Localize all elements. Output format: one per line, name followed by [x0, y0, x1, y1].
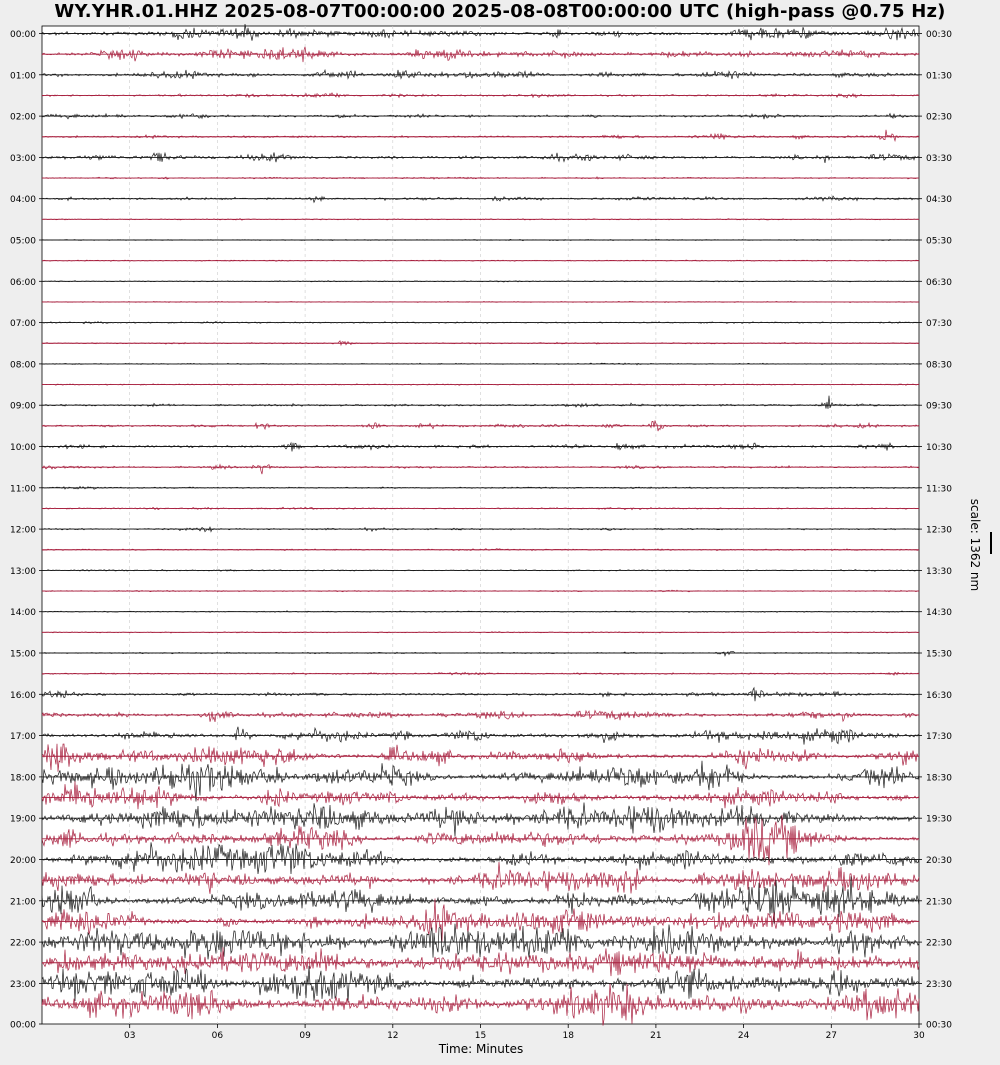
y-tick-label-right-11: 11:30 — [926, 484, 952, 495]
y-tick-label-left-10: 10:00 — [10, 443, 36, 453]
y-tick-label-left-8: 08:00 — [10, 360, 36, 371]
x-tick-label-03: 03 — [123, 1031, 136, 1041]
y-tick-label-left-18: 18:00 — [10, 773, 36, 784]
y-tick-label-right-24: 00:30 — [926, 1020, 952, 1031]
y-tick-label-right-2: 02:30 — [926, 112, 952, 123]
y-tick-label-left-23: 23:00 — [10, 979, 36, 990]
scale-label: scale: 1362 nm — [968, 498, 982, 592]
y-tick-label-right-6: 06:30 — [926, 277, 952, 288]
y-tick-label-right-23: 23:30 — [926, 979, 952, 990]
x-tick-label-06: 06 — [211, 1031, 224, 1041]
y-tick-label-left-1: 01:00 — [10, 71, 36, 82]
y-tick-label-right-7: 07:30 — [926, 319, 952, 330]
y-tick-label-left-3: 03:00 — [10, 153, 36, 164]
y-tick-label-left-7: 07:00 — [10, 319, 36, 330]
x-tick-label-24: 24 — [737, 1031, 750, 1041]
y-tick-label-left-9: 09:00 — [10, 401, 36, 412]
x-tick-label-18: 18 — [562, 1031, 574, 1041]
y-tick-label-right-21: 21:30 — [926, 897, 952, 908]
y-tick-label-left-11: 11:00 — [10, 484, 36, 495]
x-tick-label-27: 27 — [825, 1031, 838, 1041]
y-tick-label-right-22: 22:30 — [926, 938, 952, 949]
y-tick-label-left-22: 22:00 — [10, 938, 36, 949]
scale-bar — [989, 532, 993, 554]
y-tick-label-right-1: 01:30 — [926, 71, 952, 82]
x-axis-label: Time: Minutes — [438, 1042, 524, 1056]
y-tick-label-left-2: 02:00 — [10, 112, 36, 123]
y-tick-label-right-9: 09:30 — [926, 401, 952, 412]
y-tick-label-right-18: 18:30 — [926, 773, 952, 784]
y-tick-label-right-10: 10:30 — [926, 443, 952, 453]
y-tick-label-right-4: 04:30 — [926, 195, 952, 206]
y-tick-label-left-17: 17:00 — [10, 732, 36, 743]
y-tick-label-right-17: 17:30 — [926, 732, 952, 743]
x-tick-label-12: 12 — [387, 1031, 399, 1041]
y-tick-label-left-5: 05:00 — [10, 236, 36, 247]
chart-title: WY.YHR.01.HHZ 2025-08-07T00:00:00 2025-08-08T00:00:00 UTC (high-pass @0.75 Hz) — [54, 1, 946, 22]
y-tick-label-left-15: 15:00 — [10, 649, 36, 660]
y-tick-label-right-14: 14:30 — [926, 608, 952, 619]
y-tick-label-left-6: 06:00 — [10, 277, 36, 288]
y-tick-label-right-13: 13:30 — [926, 566, 952, 577]
y-tick-label-left-24: 00:00 — [10, 1020, 36, 1031]
y-tick-label-right-19: 19:30 — [926, 814, 952, 825]
y-tick-label-right-0: 00:30 — [926, 30, 952, 40]
y-tick-label-left-20: 20:00 — [10, 856, 36, 866]
y-tick-label-right-8: 08:30 — [926, 360, 952, 371]
x-tick-label-15: 15 — [474, 1031, 487, 1041]
y-tick-label-left-13: 13:00 — [10, 566, 36, 577]
y-tick-label-right-3: 03:30 — [926, 153, 952, 164]
y-tick-label-right-20: 20:30 — [926, 856, 952, 866]
x-tick-label-21: 21 — [650, 1031, 662, 1041]
y-tick-label-left-12: 12:00 — [10, 525, 36, 536]
y-tick-label-left-19: 19:00 — [10, 814, 36, 825]
x-tick-label-30: 30 — [913, 1031, 925, 1041]
x-tick-label-09: 09 — [299, 1031, 311, 1041]
y-tick-label-right-12: 12:30 — [926, 525, 952, 536]
y-tick-label-left-16: 16:00 — [10, 690, 36, 701]
y-tick-label-left-4: 04:00 — [10, 195, 36, 206]
y-tick-label-left-0: 00:00 — [10, 30, 36, 40]
y-tick-label-left-21: 21:00 — [10, 897, 36, 908]
y-tick-label-right-16: 16:30 — [926, 690, 952, 701]
y-tick-label-left-14: 14:00 — [10, 608, 36, 619]
y-tick-label-right-5: 05:30 — [926, 236, 952, 247]
y-tick-label-right-15: 15:30 — [926, 649, 952, 660]
